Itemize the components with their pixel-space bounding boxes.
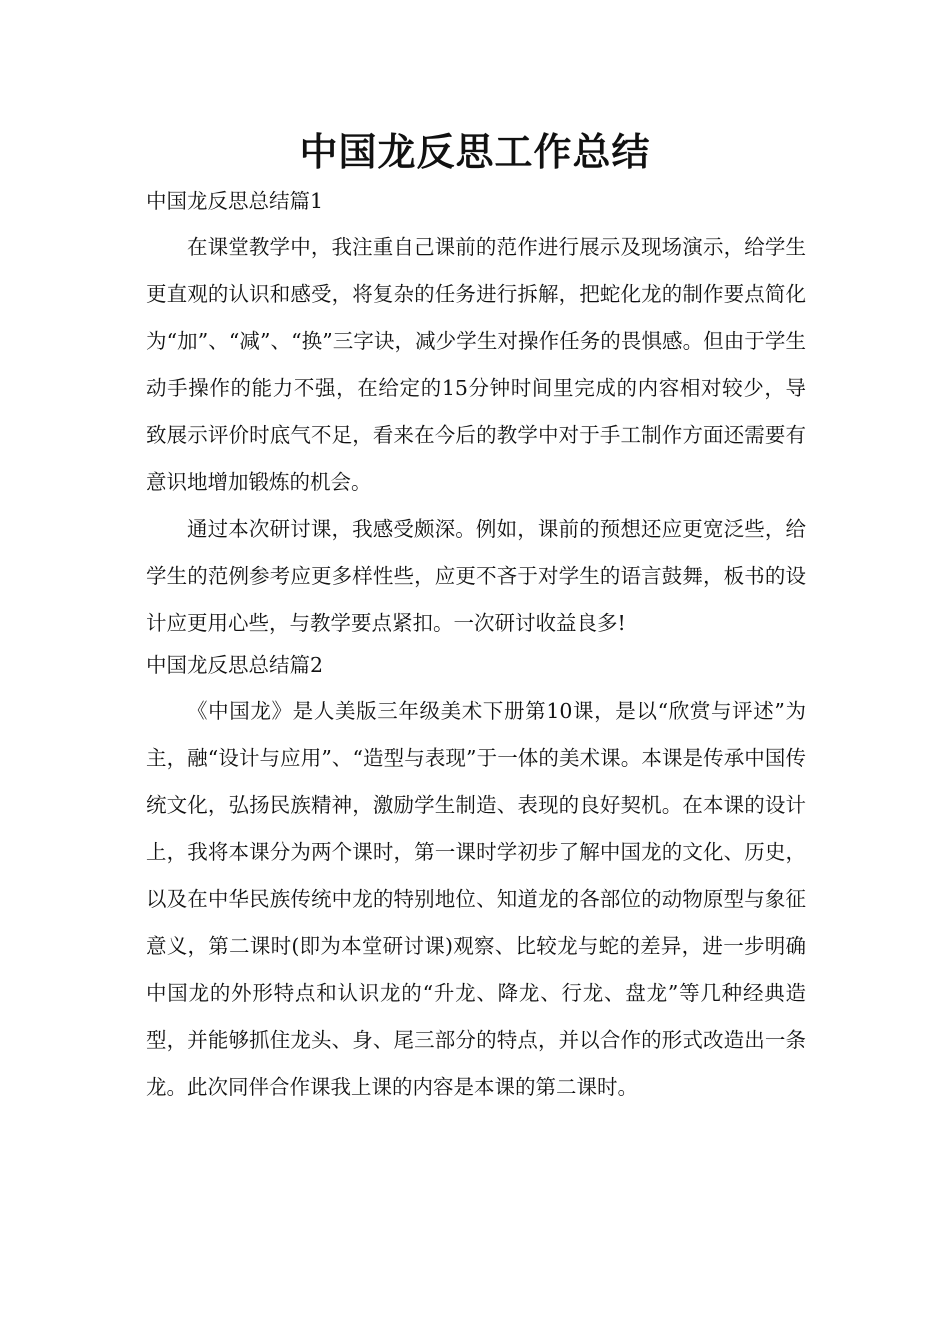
paragraph: 在课堂教学中，我注重自己课前的范作进行展示及现场演示，给学生更直观的认识和感受，将复杂的任务进行拆解，把蛇化龙的制作要点简化为“加”、“减”、“换”三字诀，减少学生对操作任务的畏惧感。但由于学生动手操作的能力不强，在给定的15分钟时间里完成的内容相对较少，导致展示评价时底气不足，看来在今后的教学中对于手工制作方面还需要有意识地增加锻炼的机会。 xyxy=(146,235,806,494)
paragraph: 通过本次研讨课，我感受颇深。例如，课前的预想还应更宽泛些，给学生的范例参考应更多样性些，应更不吝于对学生的语言鼓舞，板书的设计应更用心些，与教学要点紧扣。一次研讨收益良多! xyxy=(146,517,806,635)
section-2 xyxy=(146,647,806,1111)
section-1 xyxy=(146,183,806,647)
section-heading: 中国龙反思总结篇1 xyxy=(146,189,324,213)
paragraph: 《中国龙》是人美版三年级美术下册第10课，是以“欣赏与评述”为主，融“设计与应用”、“造型与表现”于一体的美术课。本课是传承中国传统文化，弘扬民族精神，激励学生制造、表现的良好契机。在本课的设计上，我将本课分为两个课时，第一课时学初步了解中国龙的文化、历史，以及在中华民族传统中龙的特别地位、知道龙的各部位的动物原型与象征意义，第二课时(即为本堂研讨课)观察、比较龙与蛇的差异，进一步明确中国龙的外形特点和认识龙的“升龙、降龙、行龙、盘龙”等几种经典造型，并能够抓住龙头、身、尾三部分的特点，并以合作的形式改造出一条龙。此次同伴合作课我上课的内容是本课的第二课时。 xyxy=(146,699,806,1099)
document-body xyxy=(146,183,806,1111)
document-title: 中国龙反思工作总结 xyxy=(299,130,651,174)
section-heading: 中国龙反思总结篇2 xyxy=(146,653,324,677)
